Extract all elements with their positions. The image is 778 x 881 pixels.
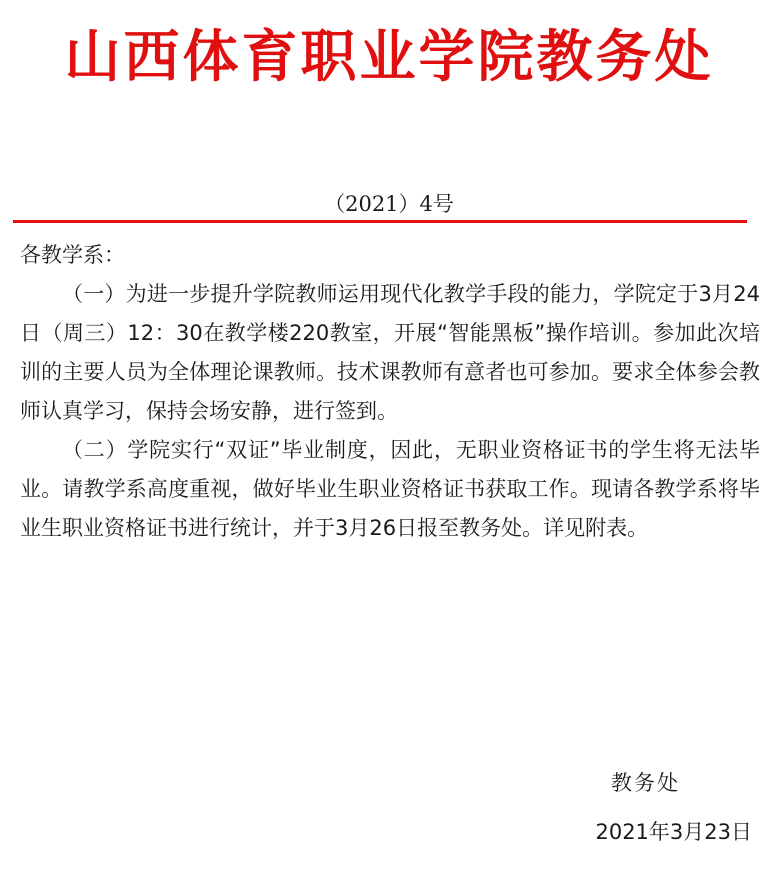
salutation: 各教学系： — [20, 243, 125, 267]
issuer-signature: 教务处 — [611, 771, 680, 795]
paragraph-1: （一）为进一步提升学院教师运用现代化教学手段的能力，学院定于3月24日（周三）12：30在教学楼220教室，开展“智能黑板”操作培训。参加此次培训的主要人员为全体理论课教师。技术课教师有意者也可参加。要求全体参会教师认真学习，保持会场安静，进行签到。 — [20, 282, 760, 423]
paragraph-2: （二）学院实行“双证”毕业制度，因此，无职业资格证书的学生将无法毕业。请教学系高度重视，做好毕业生职业资格证书获取工作。现请各教学系将毕业生职业资格证书进行统计，并于3月26日报至教务处。详见附表。 — [20, 438, 760, 540]
issue-date: 2021年3月23日 — [595, 820, 752, 844]
red-divider-line — [13, 220, 747, 223]
document-number: （2021）4号 — [324, 192, 454, 216]
letterhead-title: 山西体育职业学院教务处 — [64, 25, 714, 90]
document-body — [20, 236, 760, 548]
